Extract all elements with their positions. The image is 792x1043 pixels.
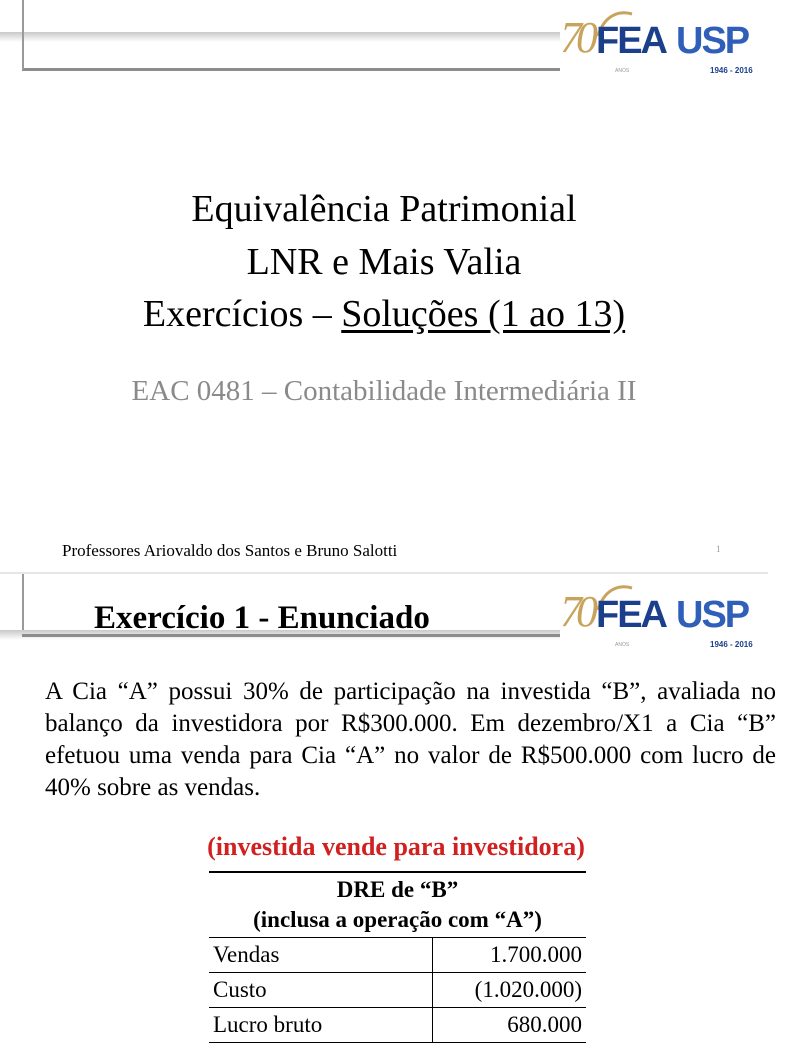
- exercise-title: Exercício 1 - Enunciado: [94, 600, 430, 636]
- logo-fea: FEA: [596, 20, 666, 62]
- row-value: 680.000: [433, 1008, 587, 1043]
- slide-2: [0, 574, 776, 1037]
- logo-small-text: ANOS: [615, 642, 630, 648]
- dre-header-line-1: DRE de “B”: [336, 877, 459, 902]
- dre-table-header: [209, 872, 586, 938]
- header-line: [22, 68, 560, 71]
- row-label: Vendas: [209, 938, 433, 973]
- title-line-3: [0, 291, 768, 337]
- professors: Professores Ariovaldo dos Santos e Bruno Salotti: [62, 541, 398, 560]
- highlight-note: (investida vende para investidora): [207, 832, 585, 861]
- exercise-statement: A Cia “A” possui 30% de participação na investida “B”, avaliada no balanço da investidora por R$300.000. Em dezembro/X1 a Cia “B” efetuou uma venda para Cia “A” no valor de R$500.000 com lucro de 40% sobre as vendas.: [45, 678, 776, 801]
- fea-usp-logo: [560, 10, 760, 82]
- logo-usp: USP: [676, 20, 749, 62]
- logo-seventy: 70: [560, 587, 592, 636]
- row-label: Custo: [209, 973, 433, 1008]
- page-number: 1: [716, 544, 721, 554]
- table-row: [209, 938, 586, 973]
- table-row: [209, 1008, 586, 1043]
- title-line-2: LNR e Mais Valia: [246, 241, 522, 283]
- dre-table-header-cell: [209, 872, 586, 938]
- row-label: Lucro bruto: [209, 1008, 433, 1043]
- table-row: [209, 973, 586, 1008]
- row-value: 1.700.000: [433, 938, 587, 973]
- logo-usp: USP: [676, 594, 749, 636]
- logo-fea: FEA: [596, 594, 666, 636]
- fea-usp-logo: [560, 584, 760, 656]
- header-shadow: [0, 32, 560, 42]
- header-vertical-line: [22, 0, 24, 70]
- logo-small-text: ANOS: [615, 68, 630, 74]
- dre-table: [209, 871, 586, 1043]
- title-line-1: Equivalência Patrimonial: [191, 188, 577, 230]
- logo-years: 1946 - 2016: [710, 640, 753, 649]
- logo-seventy: 70: [560, 13, 592, 62]
- course-subtitle: EAC 0481 – Contabilidade Intermediária II: [131, 375, 637, 407]
- title-line-3a: Exercícios –: [142, 293, 342, 335]
- header-vertical-line: [22, 574, 24, 636]
- logo-years: 1946 - 2016: [710, 66, 753, 75]
- row-value: (1.020.000): [433, 973, 587, 1008]
- title-line-3b: Soluções (1 ao 13): [341, 293, 626, 335]
- dre-header-line-2: (inclusa a operação com “A”): [253, 907, 542, 932]
